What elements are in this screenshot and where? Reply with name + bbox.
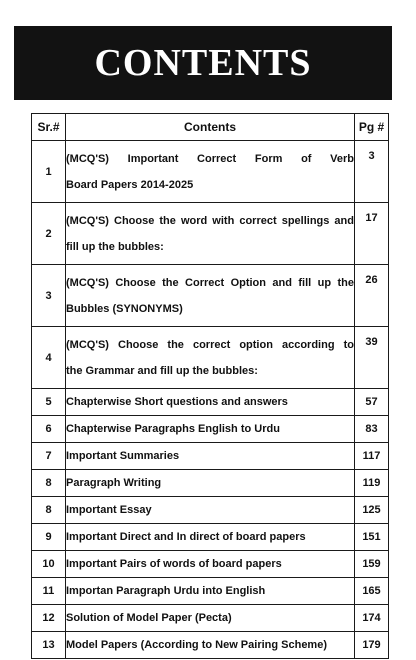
page-title: CONTENTS (94, 42, 312, 84)
row-title-line: Model Papers (According to New Pairing Scheme) (66, 639, 327, 651)
row-page-number: 119 (355, 470, 389, 497)
table-row (32, 443, 389, 470)
row-contents-title (66, 265, 355, 327)
row-title-line: Board Papers 2014-2025 (66, 178, 194, 191)
row-serial-number: 8 (32, 470, 66, 497)
row-serial-number: 4 (32, 327, 66, 389)
table-row (32, 141, 389, 203)
row-title-line: (MCQ'S) Choose the Correct Option and fill up the (66, 276, 354, 289)
contents-table (31, 113, 389, 659)
row-serial-number: 11 (32, 578, 66, 605)
row-page-number: 117 (355, 443, 389, 470)
table-row (32, 605, 389, 632)
row-serial-number: 6 (32, 416, 66, 443)
header-page: Pg # (355, 114, 389, 141)
row-serial-number: 2 (32, 203, 66, 265)
header-contents: Contents (66, 114, 355, 141)
row-contents-title (66, 327, 355, 389)
row-contents-title (66, 141, 355, 203)
table-row (32, 470, 389, 497)
row-page-number: 83 (355, 416, 389, 443)
row-contents-title (66, 551, 355, 578)
row-page-number: 17 (355, 203, 389, 265)
table-body (32, 141, 389, 659)
row-title-line: Important Summaries (66, 450, 180, 462)
row-contents-title (66, 524, 355, 551)
row-page-number: 159 (355, 551, 389, 578)
row-page-number: 174 (355, 605, 389, 632)
row-title-line: Paragraph Writing (66, 477, 162, 489)
row-contents-title (66, 389, 355, 416)
row-contents-title (66, 632, 355, 659)
row-title-line: Important Essay (66, 504, 152, 516)
row-serial-number: 1 (32, 141, 66, 203)
row-serial-number: 9 (32, 524, 66, 551)
row-page-number: 179 (355, 632, 389, 659)
row-title-line: Chapterwise Short questions and answers (66, 396, 288, 408)
table-row (32, 327, 389, 389)
table-row (32, 632, 389, 659)
row-title-line: Importan Paragraph Urdu into English (66, 585, 266, 597)
row-serial-number: 7 (32, 443, 66, 470)
table-row (32, 524, 389, 551)
row-title-line: Solution of Model Paper (Pecta) (66, 612, 232, 624)
contents-banner (14, 26, 392, 100)
row-title-line: (MCQ'S) Choose the correct option according to (66, 338, 354, 351)
header-sr: Sr.# (32, 114, 66, 141)
row-contents-title (66, 578, 355, 605)
table-row (32, 203, 389, 265)
row-page-number: 3 (355, 141, 389, 203)
row-contents-title (66, 470, 355, 497)
row-contents-title (66, 203, 355, 265)
row-page-number: 125 (355, 497, 389, 524)
table-row (32, 497, 389, 524)
row-serial-number: 3 (32, 265, 66, 327)
table-row (32, 416, 389, 443)
row-title-line: fill up the bubbles: (66, 240, 164, 253)
row-contents-title (66, 443, 355, 470)
row-contents-title (66, 605, 355, 632)
table-header-row (32, 114, 389, 141)
table-row (32, 389, 389, 416)
row-title-line: the Grammar and fill up the bubbles: (66, 364, 258, 377)
row-serial-number: 5 (32, 389, 66, 416)
row-title-line: (MCQ'S) Choose the word with correct spellings and (66, 214, 354, 227)
row-contents-title (66, 416, 355, 443)
row-serial-number: 13 (32, 632, 66, 659)
row-page-number: 57 (355, 389, 389, 416)
table-row (32, 551, 389, 578)
row-serial-number: 10 (32, 551, 66, 578)
row-page-number: 151 (355, 524, 389, 551)
row-title-line: Chapterwise Paragraphs English to Urdu (66, 423, 280, 435)
row-page-number: 165 (355, 578, 389, 605)
row-page-number: 26 (355, 265, 389, 327)
row-page-number: 39 (355, 327, 389, 389)
row-title-line: (MCQ'S) Important Correct Form of Verb (66, 152, 354, 165)
row-contents-title (66, 497, 355, 524)
row-title-line: Important Direct and In direct of board papers (66, 531, 306, 543)
table-row (32, 265, 389, 327)
table-row (32, 578, 389, 605)
row-serial-number: 12 (32, 605, 66, 632)
row-serial-number: 8 (32, 497, 66, 524)
row-title-line: Bubbles (SYNONYMS) (66, 302, 183, 315)
row-title-line: Important Pairs of words of board papers (66, 558, 282, 570)
